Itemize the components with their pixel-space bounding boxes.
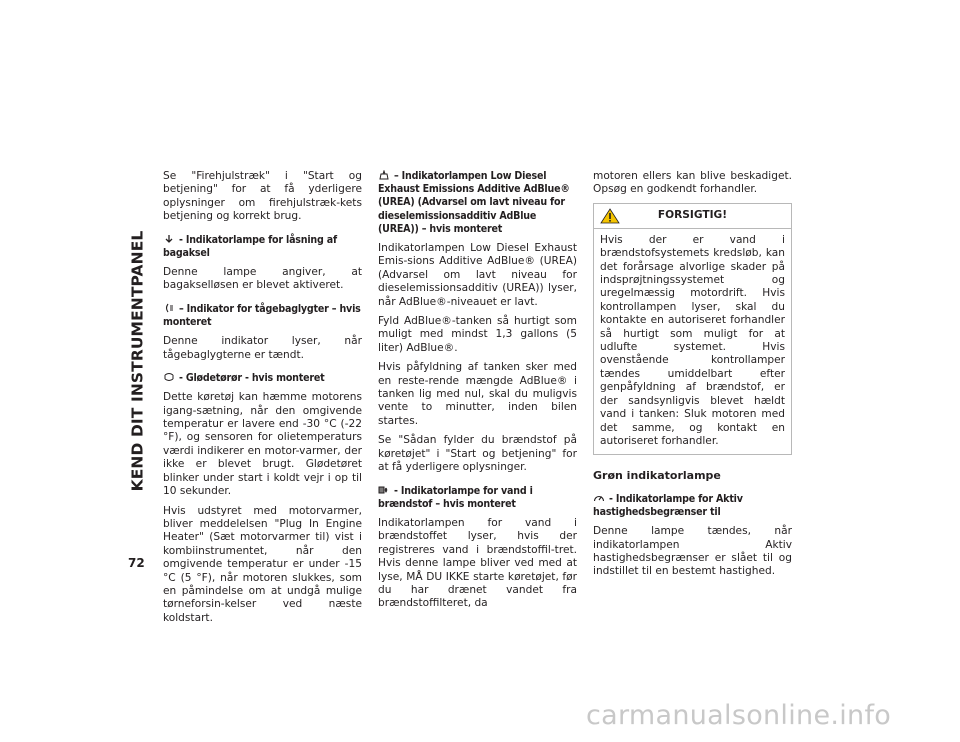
watermark-text: carmanualsonline.info <box>586 700 892 731</box>
heading-glow-plug-text: - Glødetørør - hvis monteret <box>179 372 325 385</box>
paragraph-adblue-1: Indikatorlampen Low Diesel Exhaust Emis-sions Additive AdBlue® (UREA) (Advarsel om lavt niveau for dieselemissionsadditiv (UREA)) lyser, når AdBlue®-niveauet er lavt. <box>378 242 577 308</box>
paragraph-adblue-2: Fyld AdBlue®-tanken så hurtigt som muligt med mindst 1,3 gallons (5 liter) AdBlue®. <box>378 315 577 354</box>
heading-water-in-fuel-text: - Indikatorlampe for vand i brændstof – hvis monteret <box>378 484 533 510</box>
heading-speed-limiter-text: - Indikatorlampe for Aktiv hastighedsbegrænser til <box>593 492 743 518</box>
paragraph-glow-plug-1: Dette køretøj kan hæmme motorens igang-sætning, når den omgivende temperatur er lavere end -30 °C (-22 °F), og sensoren for olietemperaturs værdi indikerer en motor-varmer, der ikke er blevet brugt. Glødetøret blinker under start i koldt vejr i op til 10 sekunder. <box>163 391 362 498</box>
heading-adblue <box>378 170 577 236</box>
heading-green-indicator: Grøn indikatorlampe <box>593 469 721 483</box>
heading-glow-plug <box>163 372 362 385</box>
speed-limiter-icon <box>593 493 605 503</box>
glow-plug-icon <box>163 372 175 382</box>
column-1 <box>163 170 362 631</box>
paragraph-adblue-3: Hvis påfyldning af tanken sker med en reste-rende mængde AdBlue® i tanken lig med nul, skal du muligvis vente to minutter, inden bilen startes. <box>378 361 577 427</box>
column-3 <box>593 170 792 585</box>
rear-fog-light-icon <box>163 303 175 313</box>
heading-rear-axle-lock-text: - Indikatorlampe for låsning af bagaksel <box>163 233 337 259</box>
paragraph-water-in-fuel: Indikatorlampen for vand i brændstoffet lyser, hvis der registreres vand i brændstoffil-tret. Hvis denne lampe bliver ved med at lyse, MÅ DU IKKE starte køretøjet, før du har drænet vandet fra brændstoffilteret, da <box>378 516 577 610</box>
adblue-icon <box>378 170 390 180</box>
heading-speed-limiter <box>593 493 792 519</box>
page-number: 72 <box>128 556 145 570</box>
paragraph-rear-axle-lock: Denne lampe angiver, at bagakselløsen er blevet aktiveret. <box>163 266 362 292</box>
intro-paragraph: Se "Firehjulstræk" i "Start og betjening" for at få yderligere oplysninger om firehjulstræk-kets betjening og korrekt brug. <box>163 170 362 223</box>
paragraph-speed-limiter: Denne lampe tændes, når indikatorlampen Aktiv hastighedsbegrænser er slået til og indstillet til en bestemt hastighed. <box>593 525 792 578</box>
chapter-title-text: KEND DIT INSTRUMENTPANEL <box>128 230 147 492</box>
heading-water-in-fuel <box>378 485 577 511</box>
warning-triangle-icon <box>600 208 620 224</box>
paragraph-water-continued: motoren ellers kan blive beskadiget. Opsøg en godkendt forhandler. <box>593 170 792 196</box>
caution-box <box>593 203 792 456</box>
heading-rear-fog-text: – Indikator for tågebaglygter – hvis monteret <box>163 302 361 329</box>
caution-title: FORSIGTIG! <box>657 209 728 222</box>
caution-header <box>594 204 791 229</box>
rear-axle-lock-icon <box>163 234 175 244</box>
heading-adblue-text: – Indikatorlampen Low Diesel Exhaust Emissions Additive AdBlue® (UREA) (Advarsel om lavt niveau for dieselemissionsadditiv AdBlue (UREA)) – hvis monteret <box>378 170 570 235</box>
column-2 <box>378 170 577 617</box>
heading-rear-fog <box>163 303 362 329</box>
caution-text: Hvis der er vand i brændstofsystemets kredsløb, kan det forårsage alvorlige skader på indsprøjtningssystemet og uregelmæssig motordrift. Hvis kontrollampen lyser, skal du kontakte en autoriseret forhandler så hurtigt som muligt for at udlufte systemet. Hvis ovenstående kontrollamper tændes umiddelbart efter genpåfyldning af brændstof, er der sandsynligvis blevet hældt vand i tanken: Sluk motoren med det samme, og kontakt en autoriseret forhandler. <box>600 233 785 447</box>
chapter-side-title <box>124 172 150 550</box>
paragraph-adblue-4: Se "Sådan fylder du brændstof på køretøjet" i "Start og betjening" for at få yderligere oplysninger. <box>378 434 577 474</box>
paragraph-rear-fog: Denne indikator lyser, når tågebaglygterne er tændt. <box>163 335 362 361</box>
water-in-fuel-icon <box>378 485 390 495</box>
paragraph-glow-plug-2: Hvis udstyret med motorvarmer, bliver meddelelsen "Plug In Engine Heater" (Sæt motorvarmer til) vist i kombiinstrumentet, når den omgivende temperatur er under -15 °C (5 °F), når motoren slukkes, som en påmindelse om at undgå mulige tørneforsin-kelser ved næste koldstart. <box>163 504 362 624</box>
heading-rear-axle-lock <box>163 234 362 260</box>
